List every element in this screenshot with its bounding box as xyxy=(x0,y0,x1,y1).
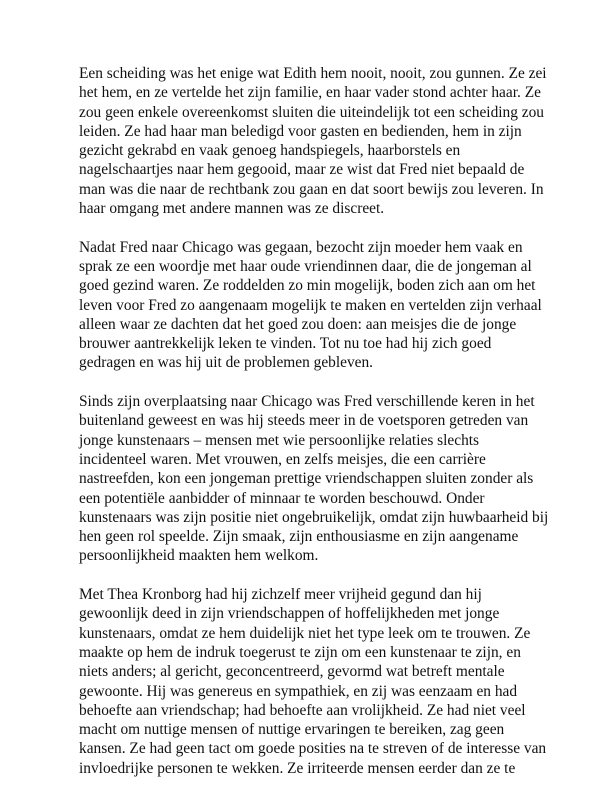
text-line: leiden. Ze had haar man beledigd voor gasten en bedienden, hem in zijn xyxy=(79,122,522,140)
text-line: haar omgang met andere mannen was ze discreet. xyxy=(79,200,385,218)
text-line: gewoonte. Hij was genereus en sympathiek, en zij was eenzaam en had xyxy=(79,682,518,700)
text-line: jonge kunstenaars – mensen met wie persoonlijke relaties slechts xyxy=(79,431,480,449)
text-line: gedragen en was hij uit de problemen gebleven. xyxy=(79,354,374,372)
paragraph-4 xyxy=(79,585,547,778)
text-line: Nadat Fred naar Chicago was gegaan, bezocht zijn moeder hem vaak en xyxy=(79,238,523,256)
text-line: behoefte aan vriendschap; had behoefte aan vrolijkheid. Ze had niet veel xyxy=(79,701,526,719)
text-line: incidenteel waren. Met vrouwen, en zelfs meisjes, die een carrière xyxy=(79,450,486,468)
text-line: zou geen enkele overeenkomst sluiten die uiteindelijk tot een scheiding zou xyxy=(79,103,544,121)
text-line: niets anders; al gericht, geconcentreerd, gevormd wat betreft mentale xyxy=(79,663,505,681)
text-line: Sinds zijn overplaatsing naar Chicago was Fred verschillende keren in het xyxy=(79,393,535,411)
text-line: nastreefden, kon een jongeman prettige vriendschappen sluiten zonder als xyxy=(79,470,534,488)
text-line: gewoonlijk deed in zijn vriendschappen of hoffelijkheden met jonge xyxy=(79,605,500,623)
text-line: kunstenaars, omdat ze hem duidelijk niet het type leek om te trouwen. Ze xyxy=(79,624,531,642)
paragraph-3 xyxy=(79,392,549,566)
text-line: nagelschaartjes naar hem gegooid, maar ze wist dat Fred niet bepaald de xyxy=(79,161,525,179)
text-line: kunstenaars was zijn positie niet ongebruikelijk, omdat zijn huwbaarheid bij xyxy=(79,508,549,526)
paragraph-1 xyxy=(79,64,547,218)
text-line: sprak ze een woordje met haar oude vriendinnen daar, die de jongeman al xyxy=(79,257,532,275)
text-line: kansen. Ze had geen tact om goede posities na te streven of de interesse van xyxy=(79,740,547,758)
text-line: Met Thea Kronborg had hij zichzelf meer vrijheid gegund dan hij xyxy=(79,586,482,604)
text-line: invloedrijke personen te wekken. Ze irriteerde mensen eerder dan ze te xyxy=(79,759,516,777)
text-line: maakte op hem de indruk toegerust te zijn om een kunstenaar te zijn, en xyxy=(79,643,521,661)
text-line: leven voor Fred zo aangenaam mogelijk te maken en vertelden zijn verhaal xyxy=(79,296,542,314)
text-line: macht om nuttige mensen of nuttige ervaringen te bereiken, zag geen xyxy=(79,721,505,739)
text-line: man was die naar de rechtbank zou gaan en dat soort bewijs zou leveren. In xyxy=(79,180,544,198)
text-line: goed gezind waren. Ze roddelden zo min mogelijk, boden zich aan om het xyxy=(79,277,536,295)
text-line: gezicht gekrabd en vaak genoeg handspiegels, haarborstels en xyxy=(79,142,461,160)
text-line: het hem, en ze vertelde het zijn familie, en haar vader stond achter haar. Ze xyxy=(79,84,541,102)
document-page xyxy=(79,64,549,797)
text-line: Een scheiding was het enige wat Edith hem nooit, nooit, zou gunnen. Ze zei xyxy=(79,65,547,82)
paragraph-2 xyxy=(79,238,542,373)
text-line: alleen waar ze dachten dat het goed zou doen: aan meisjes die de jonge xyxy=(79,315,517,333)
text-line: brouwer aantrekkelijk leken te vinden. Tot nu toe had hij zich goed xyxy=(79,335,492,353)
text-line: buitenland geweest en was hij steeds meer in de voetsporen getreden van xyxy=(79,412,529,430)
text-line: persoonlijkheid maakten hem welkom. xyxy=(79,547,319,565)
text-line: een potentiële aanbidder of minnaar te worden beschouwd. Onder xyxy=(79,489,485,507)
text-line: hen geen rol speelde. Zijn smaak, zijn enthousiasme en zijn aangename xyxy=(79,528,519,546)
